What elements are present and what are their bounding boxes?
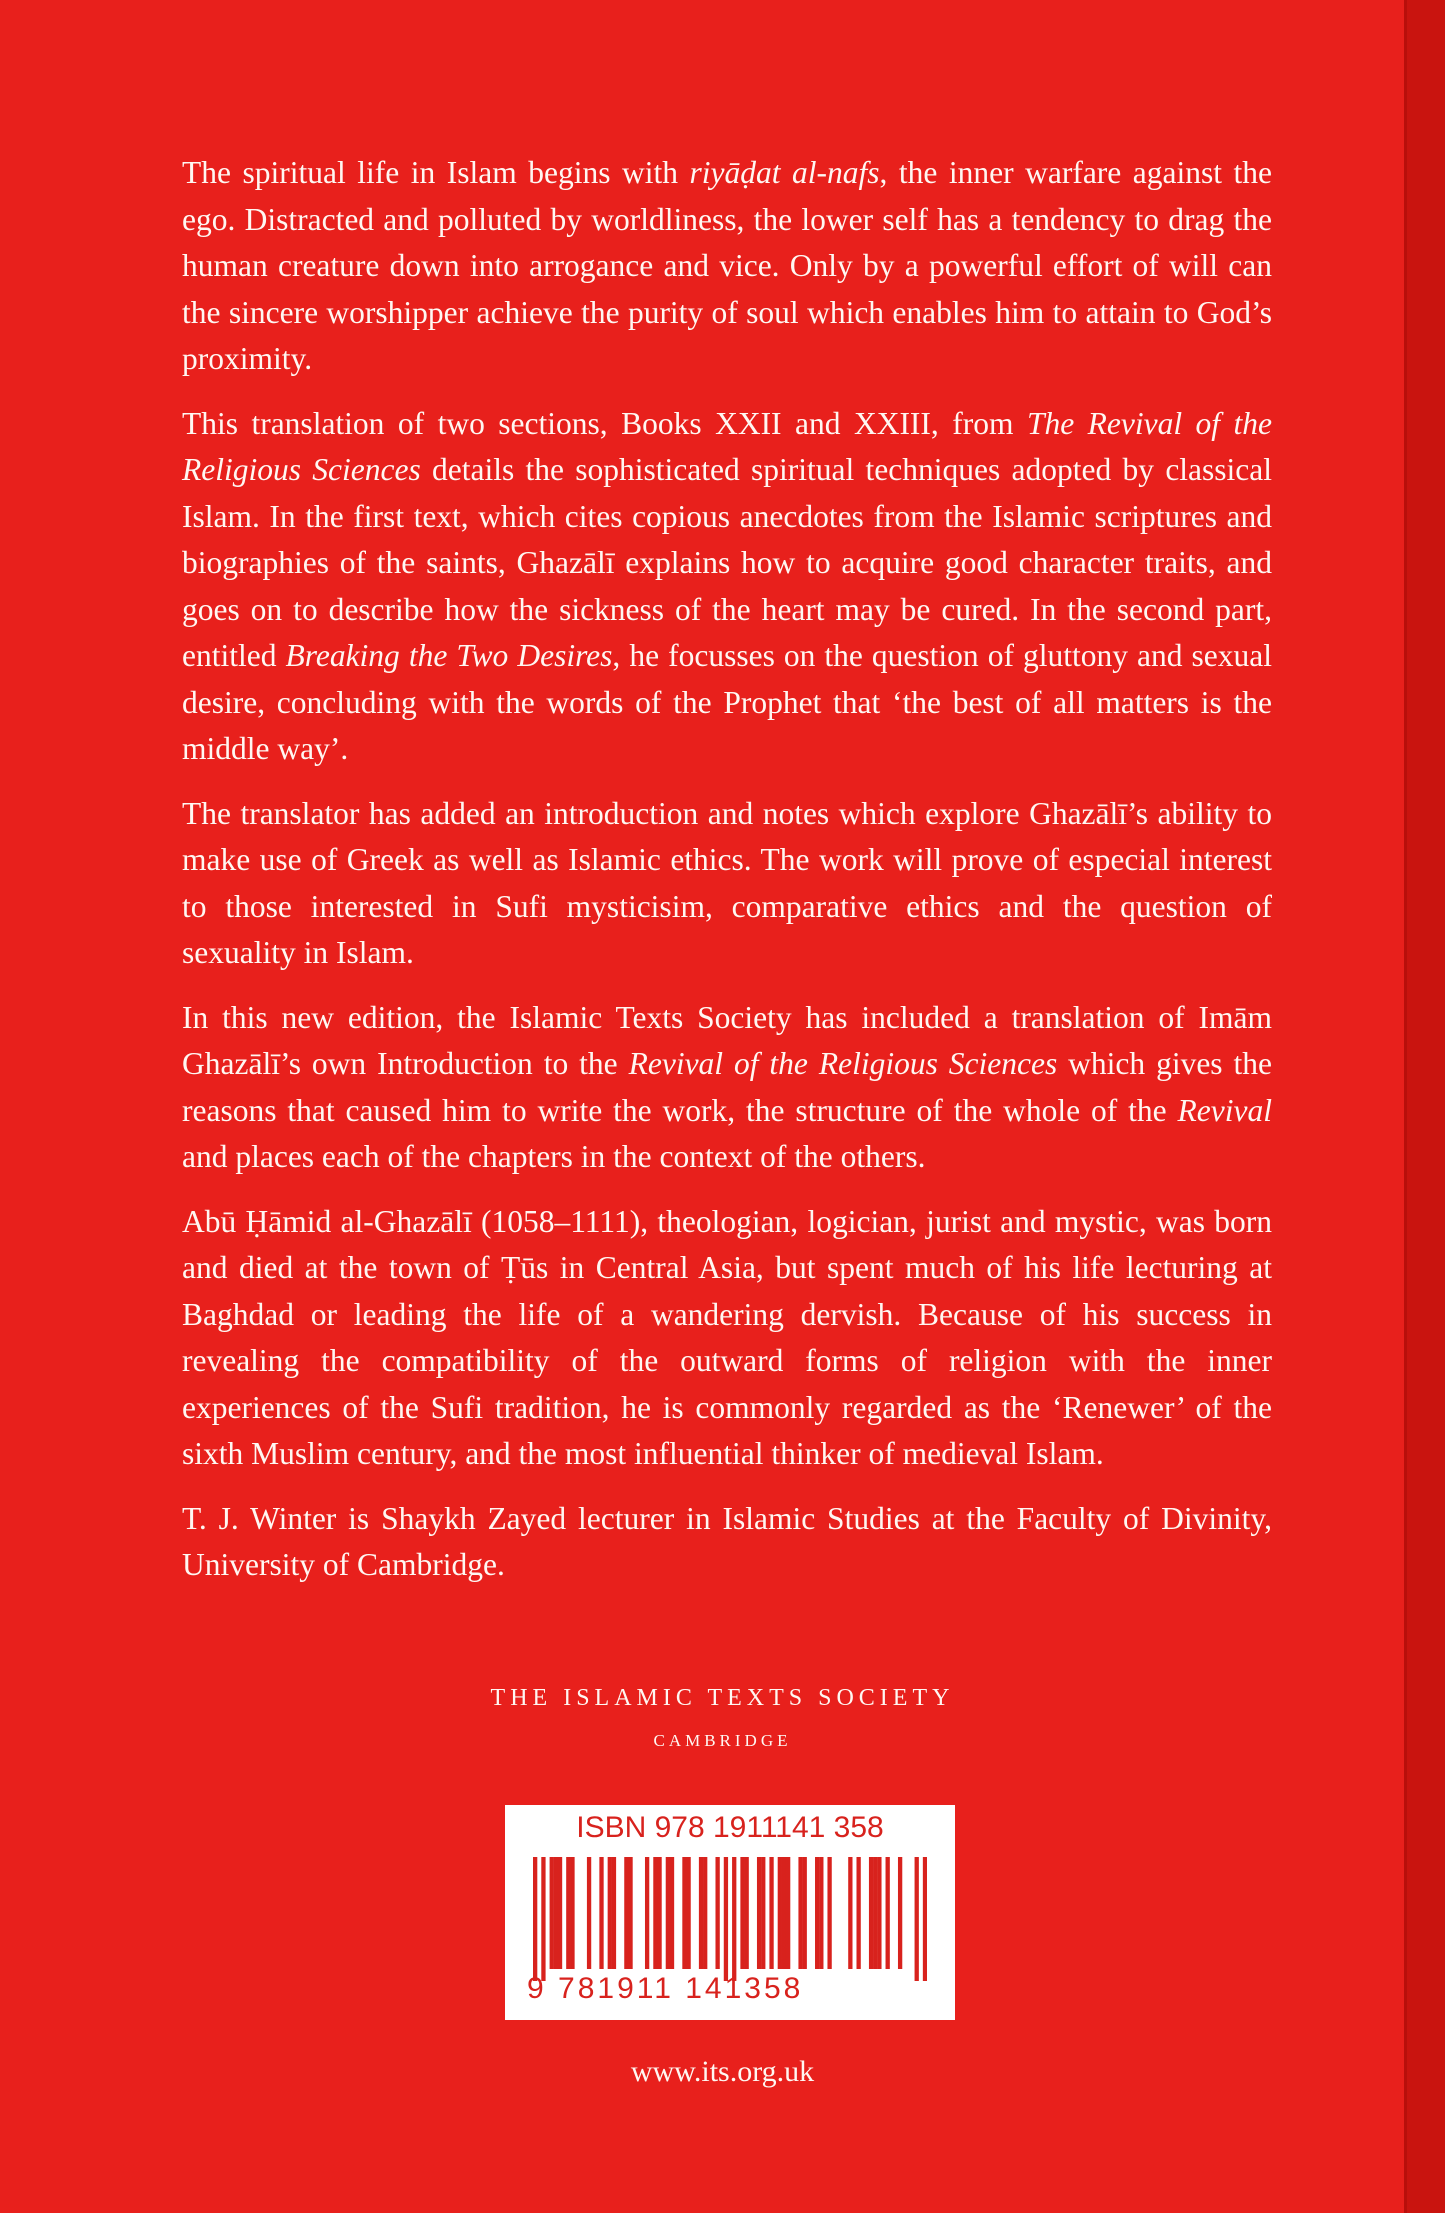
section-title-italic: Breaking the Two Desires: [285, 638, 613, 673]
barcode-bar: [566, 1857, 570, 1969]
barcode-bar: [686, 1857, 690, 1969]
barcode-bar: [923, 1857, 927, 1981]
publisher-website: www.its.org.uk: [630, 2055, 815, 2088]
blurb-paragraph-3: The translator has added an introduction and notes which explore Ghazālī’s ability to make use of Greek as well as Islamic ethics. The work will prove of especial interest to those interested in Sufi mysticisim, comparative ethics and the question of sexuality in Islam.: [182, 795, 1272, 970]
barcode-bar: [724, 1857, 728, 1981]
barcode-bar: [715, 1857, 719, 1969]
barcode-bar: [533, 1857, 537, 1981]
barcode-bar: [877, 1857, 881, 1969]
barcode-bar: [803, 1857, 807, 1969]
barcode-bar: [915, 1857, 919, 1981]
barcode: [533, 1857, 927, 1981]
barcode-bar: [599, 1857, 603, 1969]
book-title-italic: The Revival of the Religious Sciences: [182, 405, 1272, 487]
barcode-bar: [761, 1857, 765, 1969]
barcode-bar: [608, 1857, 612, 1969]
barcode-bar: [624, 1857, 628, 1969]
barcode-bar: [757, 1857, 761, 1969]
blurb-paragraph-1: The spiritual life in Islam begins with riyāḍat al-nafs, the inner warfare against the ego. Distracted and polluted by worldliness, the lower self has a tendency to drag the human creature down into arrogance and vice. Only by a powerful effort of will can the sincere worshipper achieve the purity of soul which enables him to attain to God’s proximity.: [182, 155, 1272, 376]
author-bio: Abū Ḥāmid al-Ghazālī (1058–1111), theologian, logician, jurist and mystic, was born and died at the town of Ṭūs in Central Asia, but spent much of his life lecturing at Baghdad or leading the life of a wandering dervish. Because of his success in revealing the compatibility of the outward forms of religion with the inner experiences of the Sufi tradition, he is commonly regarded as the ‘Renewer’ of the sixth Muslim century, and the most influential thinker of medieval Islam.: [182, 1203, 1272, 1471]
blurb-paragraph-4: In this new edition, the Islamic Texts Society has included a translation of Imām Ghazālī’s own Introduction to the Revival of the Religious Sciences which gives the reasons that caused him to write the work, the structure of the whole of the Revival and places each of the chapters in the context of the others.: [182, 999, 1272, 1174]
barcode-bar: [628, 1857, 632, 1969]
barcode-bar: [869, 1857, 873, 1969]
barcode-bar: [554, 1857, 558, 1969]
barcode-bar: [666, 1857, 670, 1969]
barcode-bar: [645, 1857, 649, 1969]
short-title-italic: Revival: [1177, 1092, 1272, 1128]
barcode-bar: [653, 1857, 657, 1969]
barcode-bar: [827, 1857, 831, 1969]
barcode-bar: [657, 1857, 661, 1969]
barcode-bar: [898, 1857, 902, 1969]
barcode-bar: [819, 1857, 823, 1969]
barcode-bar: [541, 1857, 545, 1981]
barcode-bar: [570, 1857, 574, 1969]
spine-edge: [1407, 0, 1445, 2213]
translator-bio: T. J. Winter is Shaykh Zayed lecturer in Islamic Studies at the Faculty of Divinity, University of Cambridge.: [182, 1500, 1272, 1582]
blurb-paragraph-2: This translation of two sections, Books XXII and XXIII, from The Revival of the Religious Sciences details the sophisticated spiritual techniques adopted by classical Islam. In the first text, which cites copious anecdotes from the Islamic scriptures and biographies of the saints, Ghazālī explains how to acquire good character traits, and goes on to describe how the sickness of the heart may be cured. In the second part, entitled Breaking the Two Desires, he focusses on the question of gluttony and sexual desire, concluding with the words of the Prophet that ‘the best of all matters is the middle way’.: [182, 405, 1273, 766]
barcode-bar: [587, 1857, 591, 1969]
book-title-italic: Revival of the Religious Sciences: [628, 1046, 1058, 1081]
isbn-label: ISBN 978 1911141 358: [576, 1811, 884, 1844]
barcode-bar: [732, 1857, 736, 1981]
blurb-text: [182, 150, 1272, 1607]
barcode-panel: [505, 1805, 955, 2020]
barcode-bar: [769, 1857, 773, 1969]
barcode-bar: [782, 1857, 786, 1969]
barcode-bar: [703, 1857, 707, 1969]
publisher-city: CAMBRIDGE: [653, 1731, 792, 1750]
barcode-bar: [740, 1857, 744, 1969]
barcode-bar: [815, 1857, 819, 1969]
barcode-bar: [856, 1857, 860, 1969]
barcode-bar: [886, 1857, 890, 1969]
barcode-bar: [786, 1857, 790, 1969]
barcode-bar: [670, 1857, 674, 1969]
barcode-bar: [873, 1857, 877, 1969]
barcode-bar: [682, 1857, 686, 1969]
barcode-bar: [612, 1857, 616, 1969]
arabic-term: riyāḍat al-nafs: [689, 155, 880, 190]
barcode-bar: [848, 1857, 852, 1969]
barcode-bar: [778, 1857, 782, 1969]
barcode-bar: [798, 1857, 802, 1969]
barcode-bar: [699, 1857, 703, 1969]
publisher-name: THE ISLAMIC TEXTS SOCIETY: [490, 1685, 955, 1711]
barcode-bar: [558, 1857, 562, 1969]
barcode-bar: [745, 1857, 749, 1969]
barcode-digits: 9 781911 141358: [527, 1972, 804, 2005]
barcode-bar: [550, 1857, 554, 1969]
